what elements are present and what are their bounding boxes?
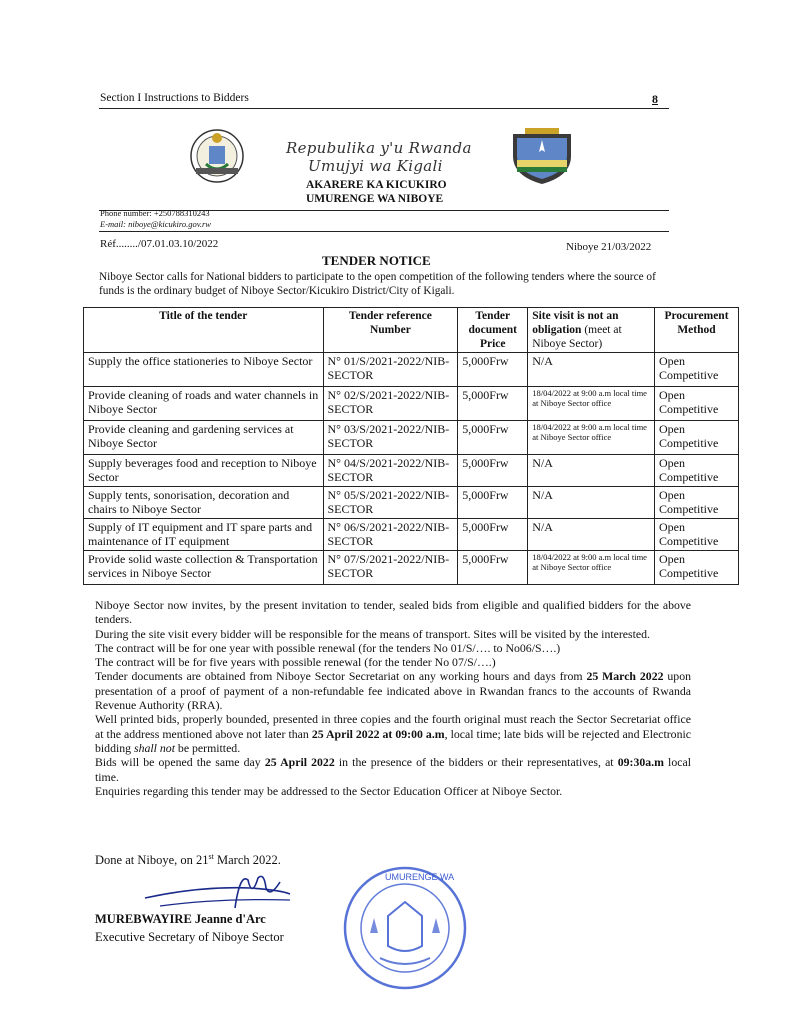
done-at-line <box>95 852 281 868</box>
paragraph-invitation: Niboye Sector now invites, by the present invitation to tender, sealed bids from eligible and qualified bidders for the above tenders. <box>95 598 691 627</box>
col-header-price: Tender document Price <box>458 308 528 353</box>
government-script-heading <box>286 139 472 175</box>
bold-time: 09:30a.m <box>617 755 664 770</box>
text-span: Well printed bids, properly bounded, presented in three copies and the fourth original must reach the Sector Secretariat office at the address mentioned above not later than <box>95 712 691 741</box>
notice-date: Niboye 21/03/2022 <box>566 241 652 253</box>
table-row <box>84 551 739 585</box>
cell-title: Provide cleaning and gardening services at Niboye Sector <box>84 421 324 455</box>
cell-price: 5,000Frw <box>458 519 528 551</box>
script-line-2: Umujyi wa Kigali <box>308 157 443 175</box>
done-prefix: Done at Niboye, on 21 <box>95 853 209 868</box>
text-span: Tender documents are obtained from Niboye Sector Secretariat on any working hours and days from <box>95 669 587 684</box>
tender-table <box>83 307 739 585</box>
cell-ref: N° 05/S/2021-2022/NIB-SECTOR <box>323 487 458 519</box>
text-span: be permitted. <box>174 740 241 755</box>
italic-emphasis: shall not <box>134 740 175 755</box>
text-span: local time. <box>95 755 691 784</box>
paragraph-opening <box>95 755 691 784</box>
cell-title: Provide solid waste collection & Transportation services in Niboye Sector <box>84 551 324 585</box>
text-span: , local time; late bids will be rejected and Electronic bidding <box>95 726 691 755</box>
cell-method: Open Competitive <box>655 487 739 519</box>
signatory-name: MUREBWAYIRE Jeanne d'Arc <box>95 912 266 926</box>
done-suffix: March 2022. <box>213 853 281 868</box>
cell-ref: N° 03/S/2021-2022/NIB-SECTOR <box>323 421 458 455</box>
rwanda-emblem-icon <box>186 128 248 184</box>
cell-method: Open Competitive <box>655 455 739 487</box>
cell-ref: N° 04/S/2021-2022/NIB-SECTOR <box>323 455 458 487</box>
cell-ref: N° 07/S/2021-2022/NIB-SECTOR <box>323 551 458 585</box>
cell-price: 5,000Frw <box>458 487 528 519</box>
cell-visit: N/A <box>528 487 655 519</box>
kigali-emblem-icon <box>507 126 577 186</box>
col-header-method: Procurement Method <box>655 308 739 353</box>
cell-ref: N° 02/S/2021-2022/NIB-SECTOR <box>323 387 458 421</box>
col-header-title: Title of the tender <box>84 308 324 353</box>
notice-title: TENDER NOTICE <box>322 253 431 268</box>
cell-visit: N/A <box>528 455 655 487</box>
table-row <box>84 387 739 421</box>
email-address: E-mail: niboye@kicukiro.gov.rw <box>100 219 211 229</box>
bold-date: 25 March 2022 <box>586 669 664 684</box>
phone-number: Phone number: +250788310243 <box>100 208 210 218</box>
cell-title: Provide cleaning of roads and water channels in Niboye Sector <box>84 387 324 421</box>
cell-title: Supply the office stationeries to Niboye Sector <box>84 353 324 387</box>
paragraph-documents <box>95 669 691 712</box>
table-row <box>84 455 739 487</box>
text-span: upon presentation of a proof of payment of a non-refundable fee indicated above in Rwandan francs to the accounts of Rwanda Revenue Authority (RRA). <box>95 669 691 713</box>
cell-title: Supply beverages food and reception to Niboye Sector <box>84 455 324 487</box>
col-header-visit <box>528 308 655 353</box>
cell-visit: 18/04/2022 at 9:00 a.m local time at Niboye Sector office <box>528 421 655 455</box>
cell-visit: N/A <box>528 519 655 551</box>
cell-method: Open Competitive <box>655 519 739 551</box>
col-header-ref: Tender reference Number <box>323 308 458 353</box>
cell-ref: N° 06/S/2021-2022/NIB-SECTOR <box>323 519 458 551</box>
notice-body <box>95 598 691 798</box>
contact-info <box>100 207 211 230</box>
district-heading <box>306 178 447 206</box>
table-row <box>84 353 739 387</box>
cell-price: 5,000Frw <box>458 551 528 585</box>
cell-title: Supply tents, sonorisation, decoration and chairs to Niboye Sector <box>84 487 324 519</box>
district-name: AKARERE KA KICUKIRO <box>306 179 447 191</box>
stamp-text: UMURENGE WA <box>385 872 455 882</box>
bold-deadline: 25 April 2022 at 09:00 a.m <box>311 726 445 741</box>
bold-date: 25 April 2022 <box>264 755 335 770</box>
reference-number: Réf......../07.01.03.10/2022 <box>100 238 219 250</box>
signatory-position: Executive Secretary of Niboye Sector <box>95 930 284 944</box>
cell-visit: N/A <box>528 353 655 387</box>
paragraph-contract-one-year: The contract will be for one year with possible renewal (for the tenders No 01/S/…. to No06/S….) <box>95 640 561 655</box>
cell-ref: N° 01/S/2021-2022/NIB-SECTOR <box>323 353 458 387</box>
table-row <box>84 421 739 455</box>
paragraph-enquiries: Enquiries regarding this tender may be addressed to the Sector Education Officer at Niboye Sector. <box>95 783 563 798</box>
done-superscript: st <box>208 852 214 861</box>
page-number: 8 <box>652 92 658 106</box>
paragraph-submission <box>95 712 691 755</box>
cell-price: 5,000Frw <box>458 353 528 387</box>
cell-visit: 18/04/2022 at 9:00 a.m local time at Niboye Sector office <box>528 551 655 585</box>
script-line-1: Repubulika y'u Rwanda <box>286 139 472 157</box>
official-stamp-icon <box>340 858 470 998</box>
table-header-row <box>84 308 739 353</box>
cell-title: Supply of IT equipment and IT spare parts and maintenance of IT equipment <box>84 519 324 551</box>
notice-intro: Niboye Sector calls for National bidders to participate to the open competition of the following tenders where the source of funds is the ordinary budget of Niboye Sector/Kicukiro District/City of Kigali. <box>99 271 656 297</box>
text-span: Bids will be opened the same day <box>95 755 265 770</box>
cell-method: Open Competitive <box>655 353 739 387</box>
table-row <box>84 487 739 519</box>
cell-price: 5,000Frw <box>458 455 528 487</box>
cell-method: Open Competitive <box>655 421 739 455</box>
col-header-visit-rest: (meet at Niboye Sector) <box>532 324 622 350</box>
cell-method: Open Competitive <box>655 551 739 585</box>
contact-rule-bottom <box>99 231 669 232</box>
sector-name: UMURENGE WA NIBOYE <box>306 193 444 205</box>
text-span: in the presence of the bidders or their representatives, at <box>334 755 618 770</box>
table-row <box>84 519 739 551</box>
cell-price: 5,000Frw <box>458 421 528 455</box>
paragraph-contract-five-years: The contract will be for five years with possible renewal (for the tender No 07/S/….) <box>95 655 496 670</box>
cell-price: 5,000Frw <box>458 387 528 421</box>
signature-icon <box>140 868 300 918</box>
section-header: Section I Instructions to Bidders <box>100 92 249 104</box>
col-header-visit-bold: Site visit is not an obligation <box>532 310 619 336</box>
cell-visit: 18/04/2022 at 9:00 a.m local time at Niboye Sector office <box>528 387 655 421</box>
cell-method: Open Competitive <box>655 387 739 421</box>
header-rule <box>99 108 669 109</box>
paragraph-site-visit: During the site visit every bidder will be responsible for the means of transport. Sites will be visited by the interested. <box>95 626 650 641</box>
